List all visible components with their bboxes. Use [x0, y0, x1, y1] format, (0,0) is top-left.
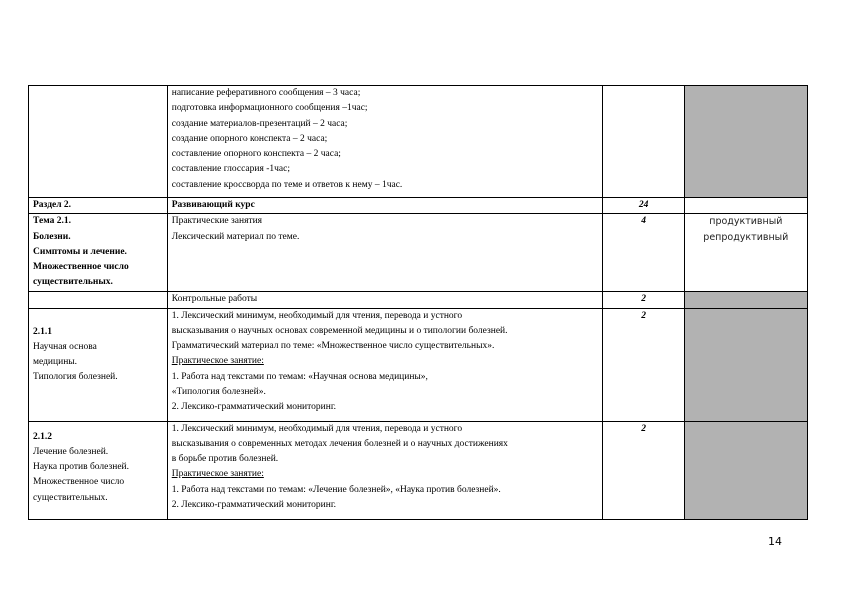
topic-cell	[29, 214, 168, 292]
content-line: 1. Работа над текстами по темам: «Научная основа медицины»,	[171, 371, 428, 382]
content-heading: Практическое занятие:	[171, 356, 264, 367]
topic-title: существительных.	[33, 277, 113, 288]
content-cell	[167, 86, 603, 198]
subtopic-title: существительных.	[33, 492, 108, 503]
list-item: создание опорного конспекта – 2 часа;	[171, 133, 328, 144]
list-item: написание реферативного сообщения – 3 часа;	[171, 88, 361, 98]
topic-cell	[29, 86, 168, 198]
content-line: высказывания о научных основах современной медицины и о типологии болезней.	[171, 325, 508, 336]
level-cell	[684, 421, 807, 519]
subtopic-title: Типология болезней.	[33, 372, 118, 383]
section-label: Раздел 2.	[29, 198, 168, 214]
topic-cell	[29, 292, 168, 308]
section-row	[29, 198, 808, 214]
topic-title: Множественное число	[33, 262, 129, 273]
control-label: Контрольные работы	[167, 292, 603, 308]
control-row	[29, 292, 808, 308]
content-heading: Практическое занятие:	[171, 469, 264, 480]
content-line: 1. Лексический минимум, необходимый для чтения, перевода и устного	[171, 310, 463, 321]
content-line: 2. Лексико-грамматический мониторинг.	[171, 402, 337, 413]
content-line: высказывания о современных методах лечения болезней и о научных достижениях	[171, 438, 508, 449]
topic-title: Тема 2.1.	[33, 216, 71, 227]
list-item: составление кроссворда по теме и ответов к нему – 1час.	[171, 179, 403, 190]
level-cell	[684, 86, 807, 198]
content-cell	[167, 214, 603, 292]
table-row	[29, 308, 808, 421]
section-hours: 24	[603, 198, 684, 214]
level-cell	[684, 308, 807, 421]
subtopic-title: медицины.	[33, 357, 78, 368]
level-cell	[684, 214, 807, 292]
subtopic-title: Научная основа	[33, 341, 97, 352]
topic-cell	[29, 421, 168, 519]
topic-title: Болезни.	[33, 231, 71, 242]
list-item: составление глоссария -1час;	[171, 164, 290, 175]
content-line: Практические занятия	[171, 216, 263, 227]
subtopic-title: Множественное число	[33, 477, 125, 488]
content-cell	[167, 421, 603, 519]
level-cell	[684, 292, 807, 308]
topic-cell	[29, 308, 168, 421]
page-number: 14	[768, 535, 782, 548]
content-line: Грамматический материал по теме: «Множественное число существительных».	[171, 341, 495, 352]
content-line: «Типология болезней».	[171, 387, 266, 398]
level-cell	[684, 198, 807, 214]
list-item: составление опорного конспекта – 2 часа;	[171, 149, 341, 160]
table-row	[29, 421, 808, 519]
content-line: 2. Лексико-грамматический мониторинг.	[171, 500, 337, 511]
subtopic-number: 2.1.1	[33, 326, 52, 337]
content-line: 1. Лексический минимум, необходимый для чтения, перевода и устного	[171, 423, 463, 434]
content-cell	[167, 308, 603, 421]
list-item: создание материалов-презентаций – 2 часа;	[171, 118, 348, 129]
content-line: Лексический материал по теме.	[171, 231, 300, 242]
section-title: Развивающий курс	[167, 198, 603, 214]
level-label: продуктивный	[709, 216, 783, 228]
curriculum-table	[28, 85, 808, 520]
topic-row	[29, 214, 808, 292]
subtopic-title: Лечение болезней.	[33, 446, 109, 457]
subtopic-hours: 2	[603, 308, 684, 421]
subtopic-hours: 2	[603, 421, 684, 519]
subtopic-number: 2.1.2	[33, 431, 52, 442]
topic-title: Симптомы и лечение.	[33, 246, 127, 257]
content-line: в борьбе против болезней.	[171, 454, 279, 465]
subtopic-title: Наука против болезней.	[33, 462, 130, 473]
list-item: подготовка информационного сообщения –1час;	[171, 103, 368, 114]
topic-hours: 4	[603, 214, 684, 292]
control-hours: 2	[603, 292, 684, 308]
level-label: репродуктивный	[703, 231, 789, 243]
table-row	[29, 86, 808, 198]
content-line: 1. Работа над текстами по темам: «Лечение болезней», «Наука против болезней».	[171, 484, 501, 495]
hours-cell	[603, 86, 684, 198]
